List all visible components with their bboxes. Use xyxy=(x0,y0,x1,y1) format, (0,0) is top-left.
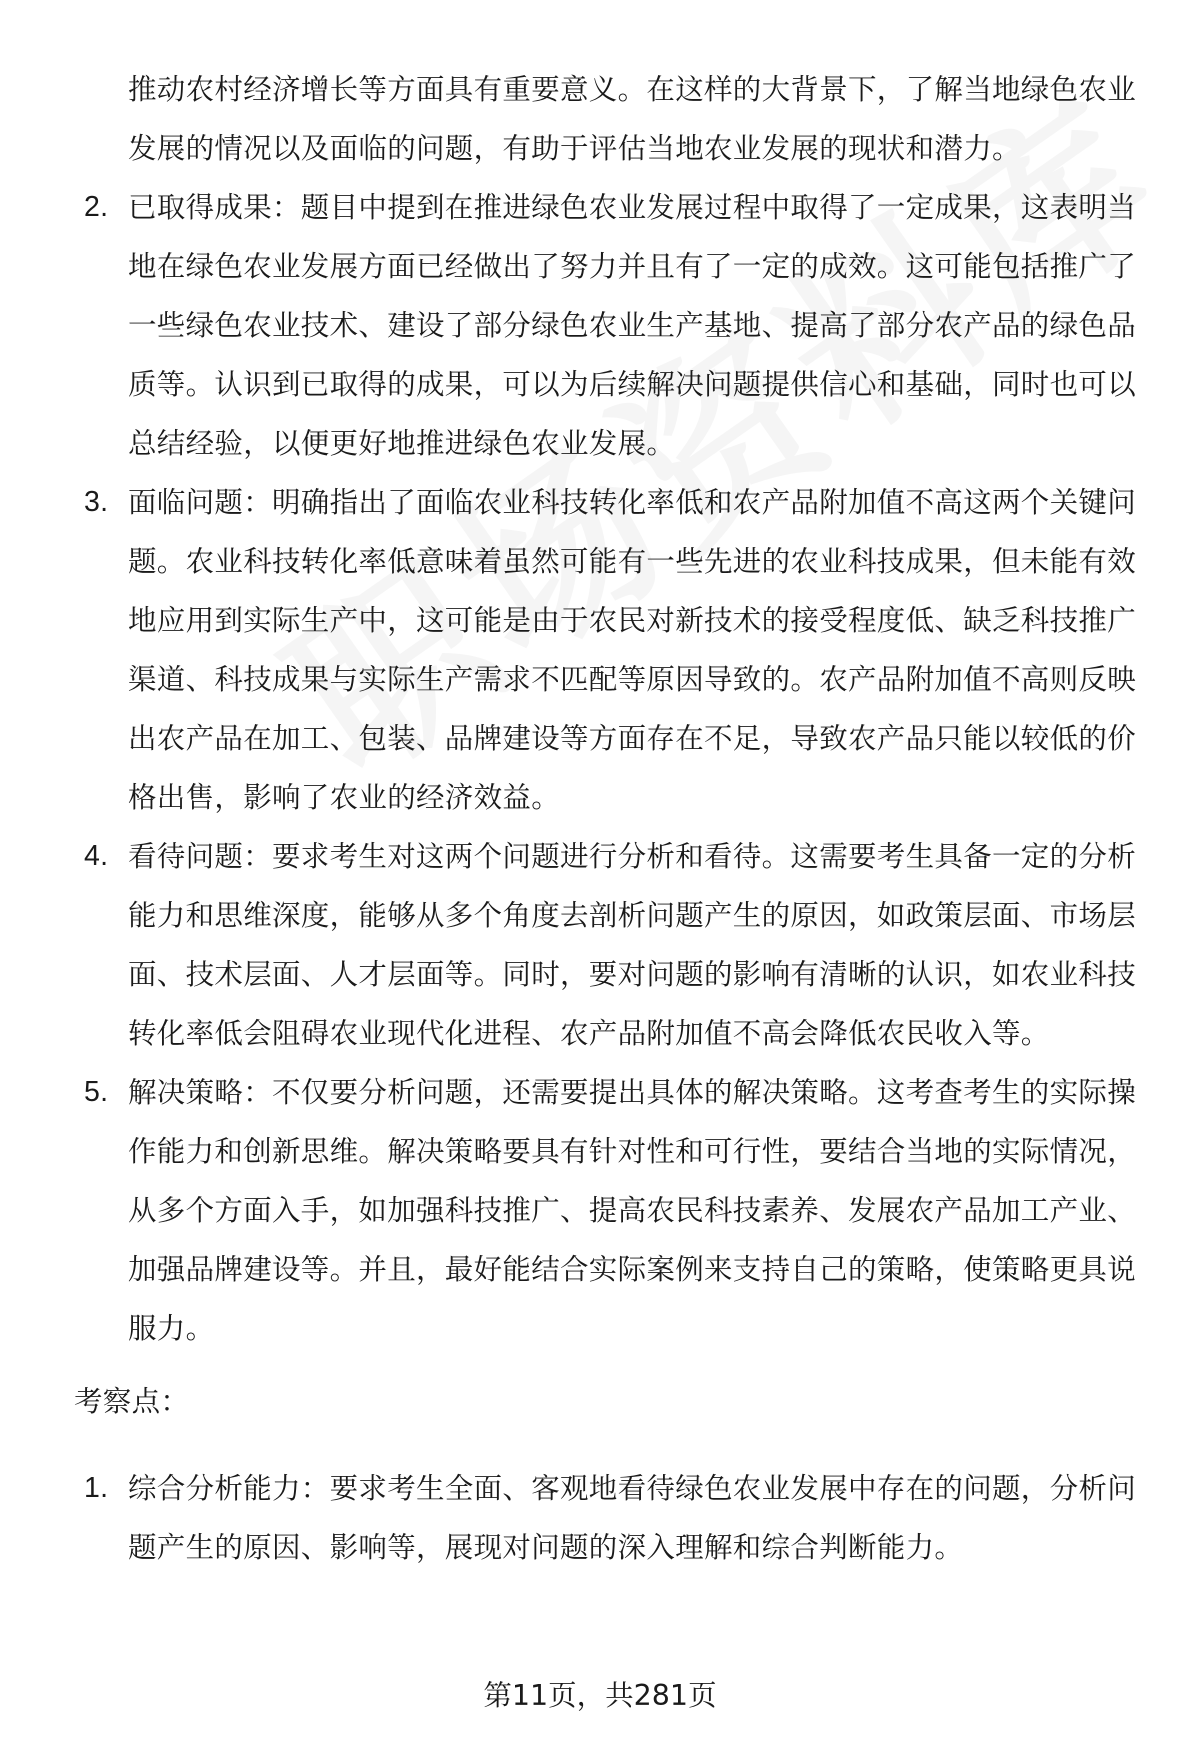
list-item-text: 解决策略：不仅要分析问题，还需要提出具体的解决策略。这考查考生的实际操作能力和创新思维。解决策略要具有针对性和可行性，要结合当地的实际情况，从多个方面入手，如加强科技推广、提高农民科技素养、发展农产品加工产业、加强品牌建设等。并且，最好能结合实际案例来支持自己的策略，使策略更具说服力。 xyxy=(128,1076,1137,1345)
list-item-text: 看待问题：要求考生对这两个问题进行分析和看待。这需要考生具备一定的分析能力和思维深度，能够从多个角度去剖析问题产生的原因，如政策层面、市场层面、技术层面、人才层面等。同时，要对问题的影响有清晰的认识，如农业科技转化率低会阻碍农业现代化进程、农产品附加值不高会降低农民收入等。 xyxy=(128,840,1137,1050)
analysis-list xyxy=(0,178,1200,1358)
list-item-number: 4. xyxy=(84,840,109,872)
list-item-number: 3. xyxy=(84,486,109,518)
continuation-paragraph: 推动农村经济增长等方面具有重要意义。在这样的大背景下，了解当地绿色农业发展的情况以及面临的问题，有助于评估当地农业发展的现状和潜力。 xyxy=(128,73,1137,165)
list-item-number: 2. xyxy=(84,191,109,223)
assessment-list xyxy=(0,1459,1200,1577)
list-item xyxy=(0,178,1140,473)
list-item-number: 5. xyxy=(84,1076,109,1108)
page-footer: 第11页，共281页 xyxy=(483,1679,717,1712)
list-item xyxy=(0,1063,1140,1358)
section-heading: 考察点： xyxy=(74,1385,190,1418)
list-item xyxy=(0,473,1140,827)
document-body xyxy=(0,60,1200,1577)
list-item xyxy=(0,827,1140,1063)
list-item-number: 1. xyxy=(84,1472,109,1504)
spacer xyxy=(0,1431,1200,1459)
list-item-text: 面临问题：明确指出了面临农业科技转化率低和农产品附加值不高这两个关键问题。农业科技转化率低意味着虽然可能有一些先进的农业科技成果，但未能有效地应用到实际生产中，这可能是由于农民对新技术的接受程度低、缺乏科技推广渠道、科技成果与实际生产需求不匹配等原因导致的。农产品附加值不高则反映出农产品在加工、包装、品牌建设等方面存在不足，导致农产品只能以较低的价格出售，影响了农业的经济效益。 xyxy=(128,486,1137,814)
list-item-text: 综合分析能力：要求考生全面、客观地看待绿色农业发展中存在的问题，分析问题产生的原因、影响等，展现对问题的深入理解和综合判断能力。 xyxy=(128,1472,1137,1564)
list-item xyxy=(0,1459,1140,1577)
list-item-text: 已取得成果：题目中提到在推进绿色农业发展过程中取得了一定成果，这表明当地在绿色农业发展方面已经做出了努力并且有了一定的成效。这可能包括推广了一些绿色农业技术、建设了部分绿色农业生产基地、提高了部分农产品的绿色品质等。认识到已取得的成果，可以为后续解决问题提供信心和基础，同时也可以总结经验，以便更好地推进绿色农业发展。 xyxy=(128,191,1137,460)
